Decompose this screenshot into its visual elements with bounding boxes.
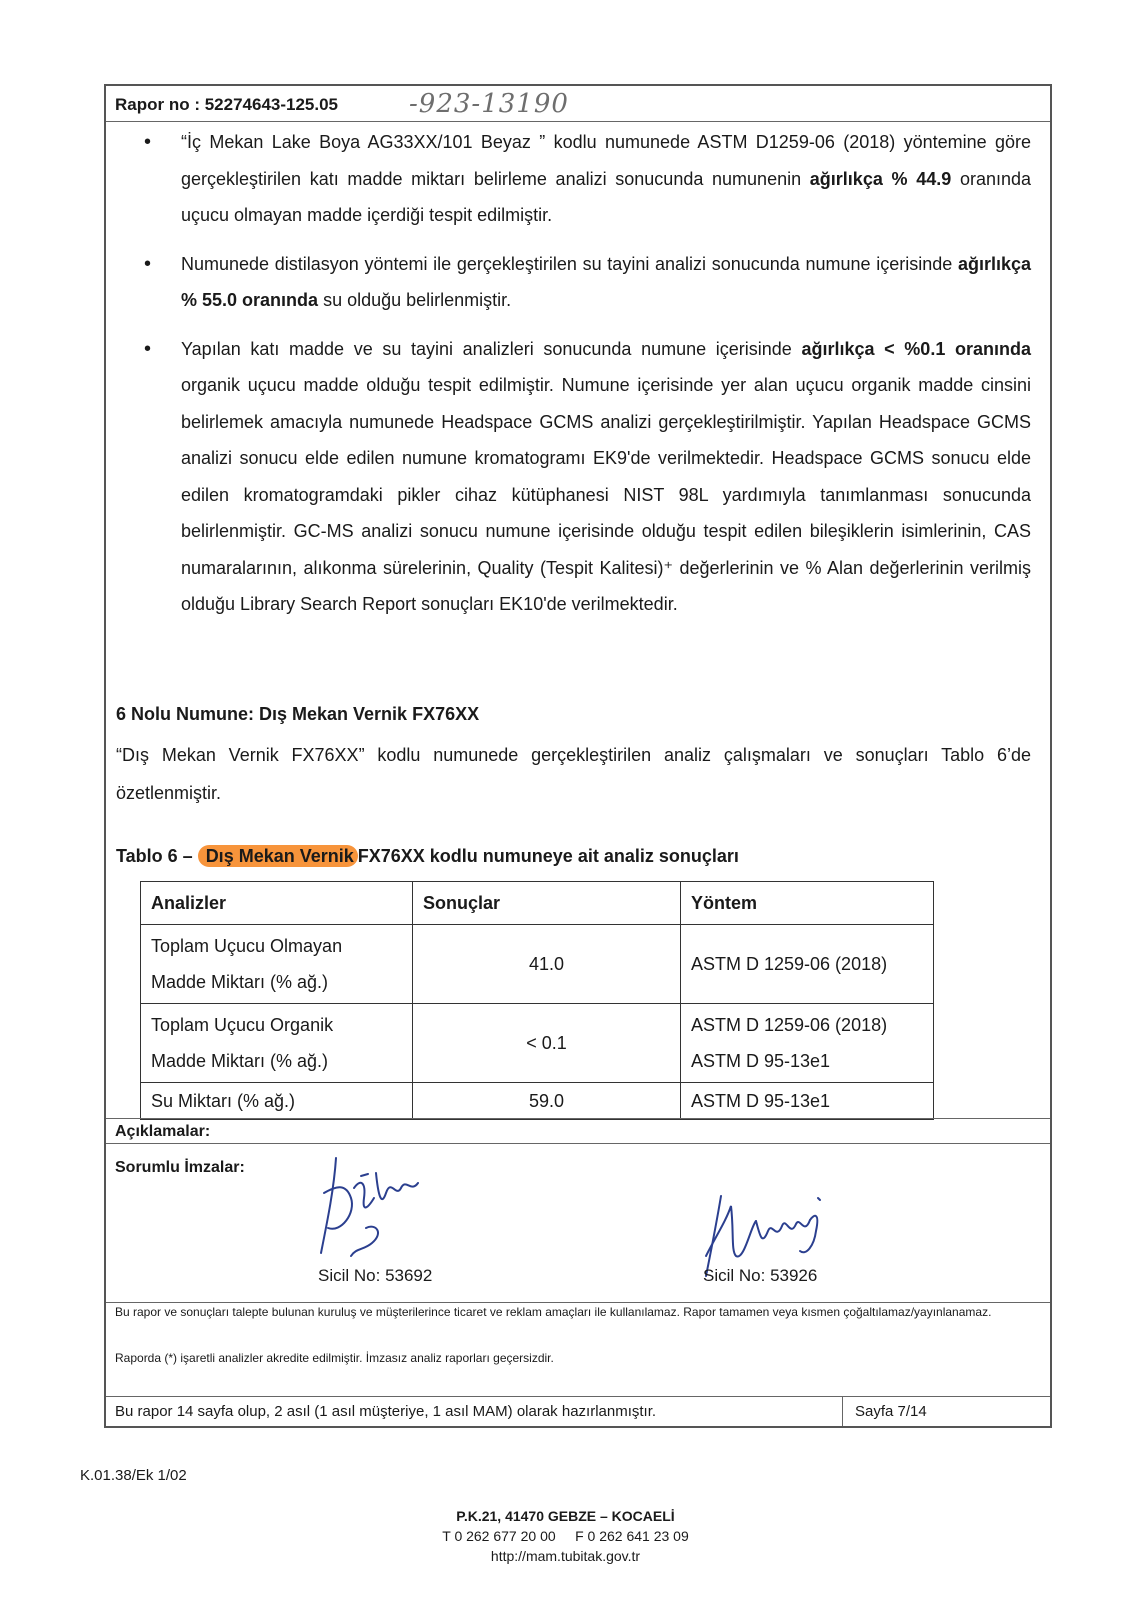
method-cell: ASTM D 1259-06 (2018) ASTM D 95-13e1 — [681, 1004, 934, 1083]
column-header: Yöntem — [681, 882, 934, 925]
disclaimer-block — [106, 1302, 1050, 1372]
report-frame — [104, 84, 1052, 1428]
column-header: Analizler — [141, 882, 413, 925]
highlighted-text: Dış Mekan Vernik — [198, 845, 358, 867]
table-row — [141, 1083, 934, 1120]
handwritten-number: -923-13190 — [409, 89, 569, 119]
bullet-icon: • — [144, 252, 152, 275]
disclaimer-text: Bu rapor ve sonuçları talepte bulunan kuruluş ve müşterilerince ticaret ve reklam amaçları ile kullanılamaz. Rapor tamamen veya kısmen çoğaltılamaz/yayınlanamaz. — [115, 1305, 992, 1319]
footer-phone: T 0 262 677 20 00 F 0 262 641 23 09 — [442, 1528, 689, 1544]
table-row — [141, 1004, 934, 1083]
page-cell — [842, 1397, 1052, 1426]
footer-address: P.K.21, 41470 GEBZE – KOCAELİ — [456, 1508, 675, 1524]
notes-label: Açıklamalar: — [115, 1123, 211, 1140]
findings-list — [141, 124, 1031, 623]
page-number: Sayfa 7/14 — [855, 1403, 927, 1420]
analysis-cell: Toplam Uçucu Organik Madde Miktarı (% ağ.) — [141, 1004, 413, 1083]
analysis-cell: Su Miktarı (% ağ.) — [141, 1083, 413, 1120]
table-row — [141, 925, 934, 1004]
finding-item: • Numunede distilasyon yöntemi ile gerçekleştirilen su tayini analizi sonucunda numune içerisinde ağırlıkça % 55.0 oranında su olduğu belirlenmiştir. — [141, 246, 1031, 319]
result-cell: 59.0 — [413, 1083, 681, 1120]
result-cell: < 0.1 — [413, 1004, 681, 1083]
bullet-icon: • — [144, 131, 152, 153]
result-cell: 41.0 — [413, 925, 681, 1004]
signature-1-sicil: Sicil No: 53692 — [318, 1266, 433, 1285]
accreditation-note: Raporda (*) işaretli analizler akredite edilmiştir. İmzasız analiz raporları geçersizdir. — [115, 1351, 554, 1365]
finding-item: • “İç Mekan Lake Boya AG33XX/101 Beyaz ” kodlu numunede ASTM D1259-06 (2018) yöntemine göre gerçekleştirilen katı madde miktarı belirleme analizi sonucunda numunenin ağırlıkça % 44.9 oranında uçucu olmayan madde içerdiği tespit edilmiştir. — [141, 124, 1031, 234]
form-code: K.01.38/Ek 1/02 — [80, 1467, 187, 1484]
signatures-label: Sorumlu İmzalar: — [115, 1159, 245, 1176]
report-number: Rapor no : 52274643-125.05 — [115, 95, 339, 114]
section-paragraph: “Dış Mekan Vernik FX76XX” kodlu numunede gerçekleştirilen analiz çalışmaları ve sonuçları Tablo 6’de özetlenmiştir. — [116, 745, 1031, 803]
report-header — [106, 86, 1050, 122]
copies-note: Bu rapor 14 sayfa olup, 2 asıl (1 asıl müşteriye, 1 asıl MAM) olarak hazırlanmıştır. — [115, 1403, 657, 1420]
table-title: Tablo 6 – Dış Mekan Vernik FX76XX kodlu numuneye ait analiz sonuçları — [116, 846, 739, 866]
signature-2-sicil: Sicil No: 53926 — [703, 1266, 818, 1285]
analysis-cell: Toplam Uçucu Olmayan Madde Miktarı (% ağ.) — [141, 925, 413, 1004]
footer-url[interactable]: http://mam.tubitak.gov.tr — [490, 1548, 641, 1564]
section-title: 6 Nolu Numune: Dış Mekan Vernik FX76XX — [116, 704, 480, 724]
signature-1 — [306, 1138, 446, 1268]
finding-item: • Yapılan katı madde ve su tayini analizleri sonucunda numune içerisinde ağırlıkça < %0.1 oranında organik uçucu madde olduğu tespit edilmiştir. Numune içerisinde yer alan uçucu organik madde cinsini belirlemek amacıyla numunede Headspace GCMS analizi gerçekleştirilmiştir. Yapılan Headspace GCMS analizi sonucu elde edilen numune kromatogramı EK9'de verilmektedir. Headspace GCMS sonucu elde edilen kromatogramdaki pikler cihaz kütüphanesi NIST 98L yardımıyla tanımlanması sonucunda belirlenmiştir. GC-MS analizi sonucu numune içerisinde olduğu tespit edilen bileşiklerin isimlerinin, CAS numaralarının, alıkonma sürelerinin, Quality (Tespit Kalitesi)⁺ değerlerinin ve % Alan değerlerinin verilmiş olduğu Library Search Report sonuçları EK10'de verilmektedir. — [141, 331, 1031, 623]
results-table — [140, 881, 934, 1120]
column-header: Sonuçlar — [413, 882, 681, 925]
notes-row — [106, 1118, 1050, 1144]
method-cell: ASTM D 1259-06 (2018) — [681, 925, 934, 1004]
bullet-icon: • — [144, 337, 152, 360]
report-footer-row — [106, 1396, 1050, 1426]
table-header-row — [141, 882, 934, 925]
method-cell: ASTM D 95-13e1 — [681, 1083, 934, 1120]
page-footer — [0, 1506, 1131, 1566]
